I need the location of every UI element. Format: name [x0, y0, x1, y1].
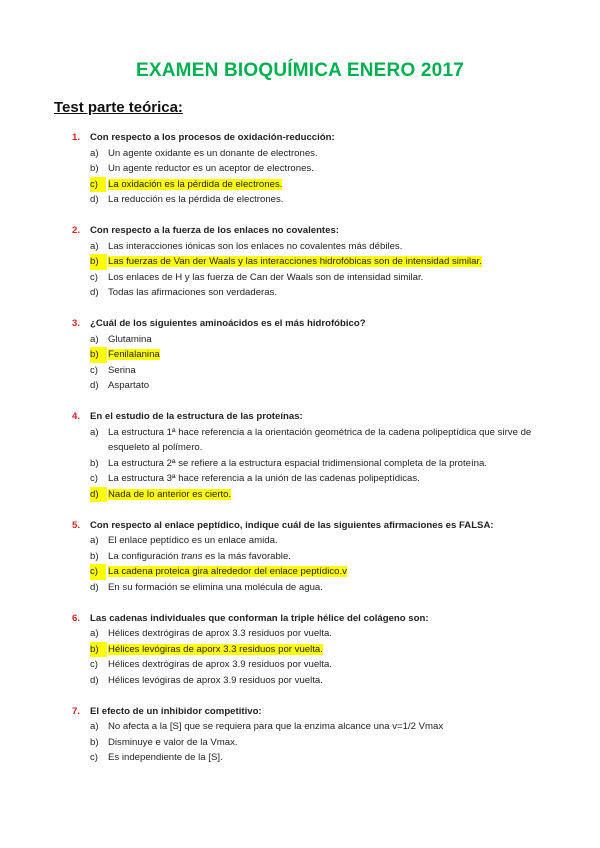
answer-option-highlighted — [0, 347, 600, 363]
answer-option — [0, 673, 600, 689]
answer-option-highlighted — [0, 642, 600, 658]
question-text: ¿Cuál de los siguientes aminoácidos es el más hidrofóbico? — [90, 318, 366, 329]
answer-option — [0, 192, 600, 208]
question-stem — [0, 611, 600, 627]
answer-option — [0, 549, 600, 565]
question-text: Con respecto al enlace peptídico, indique cuál de las siguientes afirmaciones es FALSA: — [90, 519, 494, 531]
option-letter: a) — [90, 426, 99, 438]
option-letter: b) — [90, 254, 107, 270]
question-stem — [0, 223, 600, 239]
option-text: Aspartato — [108, 380, 150, 391]
answer-option — [0, 719, 600, 735]
option-text: Las interacciones iónicas son los enlaces no covalentes más débiles. — [108, 240, 403, 252]
answer-option — [0, 471, 600, 487]
option-text: La configuración — [108, 550, 182, 562]
option-letter: b) — [90, 550, 99, 562]
option-letter: c) — [90, 271, 98, 283]
option-text: Hélices dextrógiras de aprox 3.9 residuos por vuelta. — [108, 659, 332, 670]
question — [0, 223, 600, 301]
question — [0, 130, 600, 208]
option-text: Nada de lo anterior es cierto. — [108, 488, 232, 500]
option-text: Hélices levógiras de aporx 3.3 residuos por vuelta. — [108, 643, 323, 655]
option-text: Glutamina — [108, 333, 152, 345]
option-text: Disminuye e valor de la Vmax. — [108, 736, 238, 748]
option-letter: c) — [90, 752, 98, 763]
option-letter: c) — [90, 659, 98, 670]
answer-option — [0, 626, 600, 642]
option-text: El enlace peptídico es un enlace amida. — [108, 535, 278, 546]
answer-option — [0, 425, 600, 456]
option-text: Todas las afirmaciones son verdaderas. — [108, 287, 278, 298]
option-letter: b) — [90, 347, 107, 363]
question — [0, 704, 600, 766]
option-letter: d) — [90, 487, 107, 503]
question — [0, 316, 600, 394]
option-text: La estructura 1ª hace referencia a la orientación geométrica de la cadena polipeptídica que sirve de esqueleto al polímero. — [108, 426, 532, 453]
option-text: La estructura 2ª se refiere a la estructura espacial tridimensional completa de la proteína. — [108, 457, 487, 469]
option-letter: c) — [90, 177, 106, 193]
question-text: El efecto de un inhibidor competitivo: — [90, 705, 262, 717]
option-letter: b) — [90, 736, 99, 748]
answer-option — [0, 456, 600, 472]
question — [0, 611, 600, 689]
option-text: Las fuerzas de Van der Waals y las interacciones hidrofóbicas son de intensidad similar. — [108, 256, 482, 267]
answer-option-highlighted — [0, 254, 600, 270]
option-letter: d) — [90, 380, 99, 391]
question — [0, 409, 600, 502]
question-number: 3. — [72, 318, 81, 329]
question-number: 7. — [72, 705, 81, 717]
option-text: Los enlaces de H y las fuerza de Can der Waals son de intensidad similar. — [108, 271, 424, 283]
answer-option — [0, 363, 600, 379]
option-text: Hélices levógiras de aprox 3.9 residuos por vuelta. — [108, 674, 323, 686]
answer-option-highlighted — [0, 564, 600, 580]
option-letter: b) — [90, 457, 99, 469]
question-text: Las cadenas individuales que conforman la triple hélice del colágeno son: — [90, 612, 429, 624]
answer-option — [0, 332, 600, 348]
option-letter: d) — [90, 287, 99, 298]
option-text: No afecta a la [S] que se requiera para que la enzima alcance una v=1/2 Vmax — [108, 721, 444, 732]
option-text: Hélices dextrógiras de aprox 3.3 residuos por vuelta. — [108, 628, 332, 639]
question-list — [0, 130, 600, 781]
option-text: La oxidación es la pérdida de electrones. — [108, 178, 283, 190]
answer-option-highlighted — [0, 177, 600, 193]
option-text: Es independiente de la [S]. — [108, 752, 223, 763]
answer-option — [0, 161, 600, 177]
option-letter: c) — [90, 364, 98, 376]
question-stem — [0, 316, 600, 332]
question-stem — [0, 518, 600, 534]
option-text: Serina — [108, 364, 136, 376]
section-heading: Test parte teórica: — [54, 99, 183, 116]
option-letter: b) — [90, 642, 107, 658]
answer-option — [0, 533, 600, 549]
option-text: En su formación se elimina una molécula de agua. — [108, 581, 323, 593]
answer-option — [0, 657, 600, 673]
answer-option — [0, 580, 600, 596]
option-letter: d) — [90, 581, 99, 593]
option-letter: a) — [90, 240, 99, 252]
answer-option — [0, 239, 600, 255]
question-number: 6. — [72, 612, 81, 624]
question-number: 4. — [72, 411, 81, 422]
answer-option — [0, 146, 600, 162]
answer-option — [0, 270, 600, 286]
answer-option — [0, 735, 600, 751]
answer-option — [0, 378, 600, 394]
answer-option — [0, 750, 600, 766]
option-text: La estructura 3ª hace referencia a la unión de las cadenas polipeptídicas. — [108, 473, 420, 484]
answer-option — [0, 285, 600, 301]
option-letter: d) — [90, 194, 99, 205]
question-text: Con respecto a la fuerza de los enlaces no covalentes: — [90, 225, 339, 236]
option-letter: a) — [90, 147, 99, 159]
question — [0, 518, 600, 596]
option-text: La cadena proteica gira alrededor del enlace peptídico.v — [108, 566, 347, 577]
option-italic-text: trans — [181, 550, 203, 562]
question-number: 2. — [72, 225, 81, 236]
option-letter: a) — [90, 628, 99, 639]
option-text: Un agente oxidante es un donante de electrones. — [108, 147, 318, 159]
question-number: 5. — [72, 519, 81, 531]
question-stem — [0, 409, 600, 425]
option-letter: a) — [90, 535, 99, 546]
question-text: En el estudio de la estructura de las proteínas: — [90, 411, 303, 422]
question-text: Con respecto a los procesos de oxidación-reducción: — [90, 132, 335, 143]
question-number: 1. — [72, 132, 81, 143]
question-stem — [0, 704, 600, 720]
option-letter: a) — [90, 333, 99, 345]
option-text: Un agente reductor es un aceptor de electrones. — [108, 163, 314, 174]
option-text-after: es la más favorable. — [202, 550, 291, 562]
exam-title: EXAMEN BIOQUÍMICA ENERO 2017 — [136, 60, 464, 81]
answer-option-highlighted — [0, 487, 600, 503]
option-letter: b) — [90, 163, 99, 174]
option-text: Fenilalanina — [108, 349, 160, 360]
question-stem — [0, 130, 600, 146]
option-text: La reducción es la pérdida de electrones. — [108, 194, 284, 205]
option-letter: c) — [90, 473, 98, 484]
option-letter: a) — [90, 721, 99, 732]
option-letter: d) — [90, 674, 99, 686]
option-letter: c) — [90, 564, 106, 580]
